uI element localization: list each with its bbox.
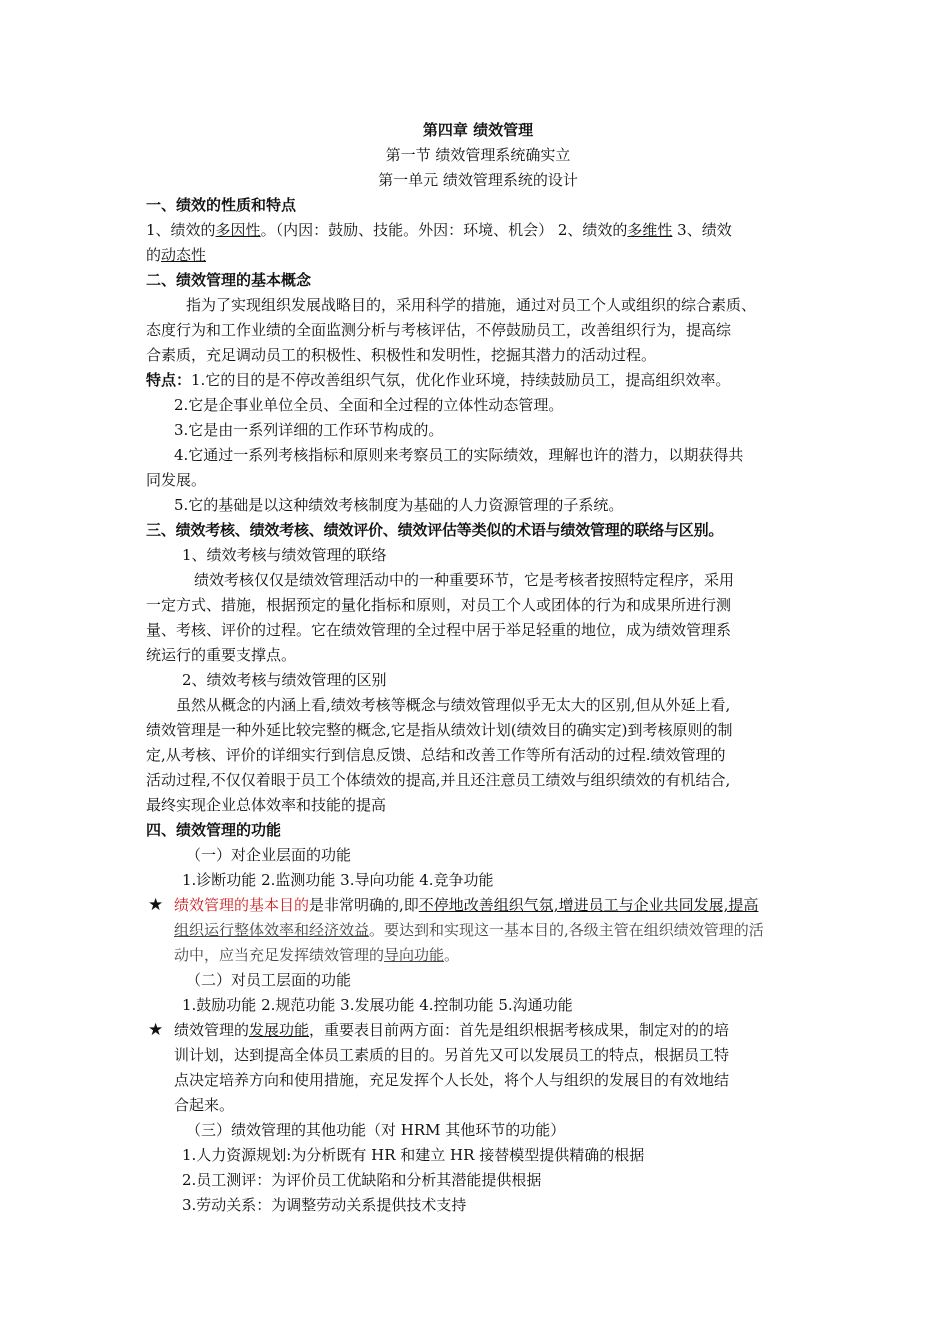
subheading-4-3: （三）绩效管理的其他功能（对 HRM 其他环节的功能） [186, 1121, 566, 1139]
paragraph-1-line-2: 的动态性 [146, 246, 207, 264]
heading-4: 四、绩效管理的功能 [146, 821, 282, 839]
paragraph-3-1-line: 绩效考核仅仅是绩效管理活动中的一种重要环节，它是考核者按照特定程序，采用 [194, 571, 735, 589]
heading-3: 三、绩效考核、绩效考核、绩效评价、绩效评估等类似的术语与绩效管理的联络与区别。 [146, 521, 724, 539]
other-function-item: 1.人力资源规划:为分析既有 HR 和建立 HR 接替模型提供精确的根据 [182, 1146, 645, 1164]
feature-2: 2.它是企事业单位全员、全面和全过程的立体性动态管理。 [174, 396, 564, 414]
other-function-item: 2.员工测评：为评价员工优缺陷和分析其潜能提供根据 [182, 1171, 542, 1189]
paragraph-3-1-line: 一定方式、措施，根据预定的量化指标和原则，对员工个人或团体的行为和成果所进行测 [146, 596, 732, 614]
subheading-4-2: （二）对员工层面的功能 [186, 971, 352, 989]
key-point-1: ★ 绩效管理的基本目的是非常明确的,即不停地改善组织气氛,增进员工与企业共同发展,提高 组织运行整体效率和经济效益。要达到和实现这一基本目的,各级主管在组织绩效管理的活 动中，应当充足发挥绩效管理的导向功能。 [148, 895, 764, 964]
paragraph-3-2-line: 定,从考核、评价的详细实行到信息反馈、总结和改善工作等所有活动的过程.绩效管理的 [146, 746, 726, 764]
term-multi-dimension: 多维性 [627, 221, 673, 239]
paragraph-2-line: 态度行为和工作业绩的全面监测分析与考核评估，不停鼓励员工，改善组织行为，提高综 [146, 321, 732, 339]
paragraph-3-2-line: 绩效管理是一种外延比较完整的概念,它是指从绩效计划(绩效目的确实定)到考核原则的制 [146, 721, 733, 739]
paragraph-3-2-line: 虽然从概念的内涵上看,绩效考核等概念与绩效管理似乎无太大的区别,但从外延上看, [176, 696, 731, 714]
key-point-2: ★ 绩效管理的发展功能，重要表目前两方面：首先是组织根据考核成果，制定对的的培 训计划，达到提高全体员工素质的目的。另首先又可以发展员工的特点，根据员工特 点决定培养方向和使用措施，充足发挥个人长处，将个人与组织的发展目的有效地结 合起来。 [148, 1020, 730, 1114]
star-icon: ★ [148, 895, 164, 915]
feature-5: 5.它的基础是以这种绩效考核制度为基础的人力资源管理的子系统。 [174, 496, 624, 514]
feature-3: 3.它是由一系列详细的工作环节构成的。 [174, 421, 444, 439]
feature-1: 特点：1.它的目的是不停改善组织气氛，优化作业环境，持续鼓励员工，提高组织效率。 [146, 371, 731, 389]
employee-functions-list: 1.鼓励功能 2.规范功能 3.发展功能 4.控制功能 5.沟通功能 [182, 996, 573, 1014]
feature-4: 4.它通过一系列考核指标和原则来考察员工的实际绩效，理解也许的潜力，以期获得共 [174, 446, 744, 464]
heading-1: 一、绩效的性质和特点 [146, 196, 297, 214]
paragraph-1-line-1: 1、绩效的多因性。（内因：鼓励、技能。外因：环境、机会） 2、绩效的多维性 3、绩效 [146, 221, 732, 239]
paragraph-3-2-line: 活动过程,不仅仅着眼于员工个体绩效的提高,并且还注意员工绩效与组织绩效的有机结合, [146, 771, 731, 789]
subheading-3-1: 1、绩效考核与绩效管理的联络 [182, 546, 387, 564]
feature-4-cont: 同发展。 [146, 471, 207, 489]
development-function-term: 发展功能 [249, 1021, 310, 1039]
paragraph-3-1-line: 统运行的重要支撑点。 [146, 646, 297, 664]
term-multi-cause: 多因性 [215, 221, 261, 239]
paragraph-2-line: 合素质，充足调动员工的积极性、积极性和发明性，挖掘其潜力的活动过程。 [146, 346, 657, 364]
other-function-item: 3.劳动关系：为调整劳动关系提供技术支持 [182, 1196, 467, 1214]
paragraph-2-line: 指为了实现组织发展战略目的，采用科学的措施，通过对员工个人或组织的综合素质、 [186, 296, 757, 314]
section-title: 第一节 绩效管理系统确实立 [385, 146, 571, 164]
heading-2: 二、绩效管理的基本概念 [146, 271, 312, 289]
document-page [146, 118, 810, 1218]
paragraph-3-1-line: 量、考核、评价的过程。它在绩效管理的全过程中居于举足轻重的地位，成为绩效管理系 [146, 621, 732, 639]
subheading-4-1: （一）对企业层面的功能 [186, 846, 352, 864]
paragraph-3-2-line: 最终实现企业总体效率和技能的提高 [146, 796, 387, 814]
chapter-title: 第四章 绩效管理 [422, 121, 534, 139]
unit-title: 第一单元 绩效管理系统的设计 [378, 171, 578, 189]
subheading-3-2: 2、绩效考核与绩效管理的区别 [182, 671, 387, 689]
features-label: 特点： [146, 371, 192, 389]
basic-purpose-text: 绩效管理的基本目的 [174, 896, 310, 914]
star-icon: ★ [148, 1020, 164, 1040]
term-dynamic: 动态性 [161, 246, 207, 264]
guidance-function-term: 导向功能 [384, 946, 445, 964]
enterprise-functions-list: 1.诊断功能 2.监测功能 3.导向功能 4.竞争功能 [182, 871, 494, 889]
